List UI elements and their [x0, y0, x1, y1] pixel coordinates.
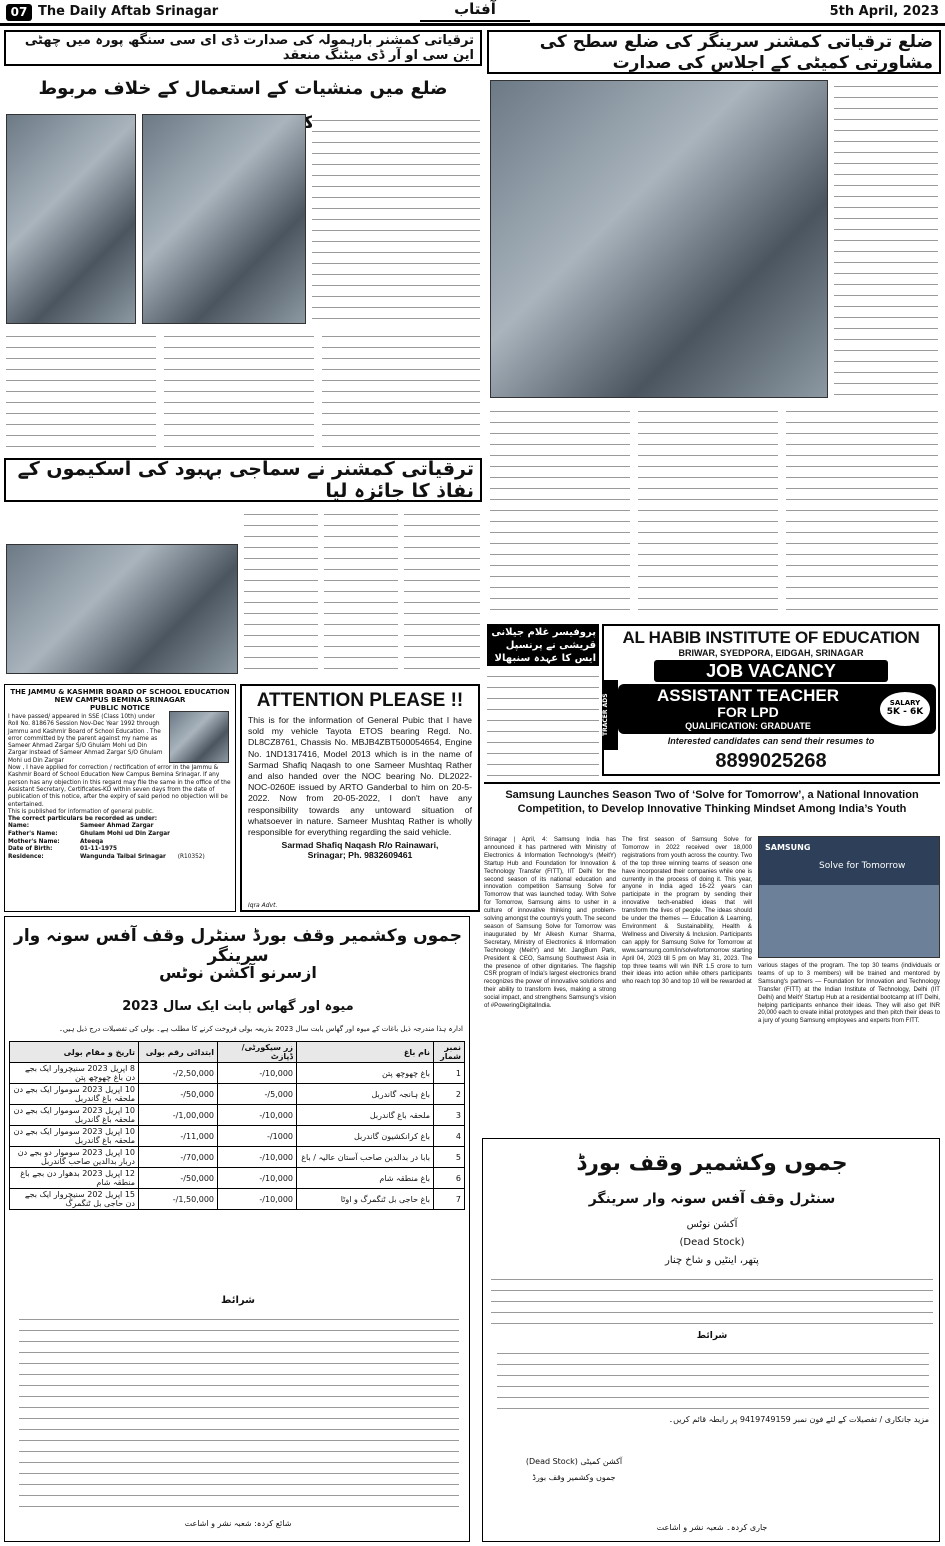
waqf2-footer-board: جموں وکشمیر وقف بورڈ [532, 1473, 616, 1482]
story-col3: various stages of the program. The top 30 teams (individuals or teams of up to 3 members) will be trained and mentored by Samsung's partners — Foundation for Innovation and Technology Transfer (FITT) at the Indian Institute of Technology, Delhi (IIT Delhi) and MeitY Startup Hub at a residential bootcamp at IIT Delhi, helping participants enhance their ideas. They will also get INR 20,000 each to create initial prototypes and then pitch their ideas to a jury of young Samsung employees and experts from FITT. [758, 962, 940, 1025]
ad-salary-label: SALARY [889, 699, 921, 707]
table-row: 2 باغ ہانجہ گاندربل 5,000/- 50,000/- 10 اپریل 2023 سوموار ایک بجے دن ملحقہ باغ گاندربل [10, 1084, 465, 1105]
story-dc-baramulla [4, 30, 482, 450]
ad-footer-note: Interested candidates can send their resumes to [667, 736, 875, 746]
notice-title-line2: NEW CAMPUS BEMINA SRINAGAR [54, 696, 186, 704]
waqf-issuer: شائع کردہ: شعبہ نشر و اشاعت [184, 1519, 292, 1528]
ad-phone: 8899025268 [715, 750, 827, 772]
attention-signature-2: Srinagar; Ph. 9832609461 [307, 850, 413, 861]
waqf2-conditions-list [497, 1347, 929, 1411]
col-header: زر سیکورٹی/ڈپازٹ [218, 1042, 297, 1063]
ad-vacancy: JOB VACANCY [654, 660, 888, 682]
story-headline: ترقیاتی کمشنر نے سماجی بہبود کی اسکیموں کے نفاذ کا جائزہ لیا [4, 458, 482, 502]
waqf2-items: پتھر، اینٹیں و شاخ چنار [665, 1255, 759, 1266]
waqf-conditions-heading: شرائط [221, 1295, 255, 1306]
story-body-col4 [322, 330, 480, 448]
story-body-col3 [404, 508, 480, 674]
ad-salary-value: 5K - 6K [886, 707, 924, 717]
attention-agency: Iqra Advt. [248, 902, 278, 909]
waqf2-notice-label: آکشن نوٹس [686, 1219, 738, 1230]
story-col1: Srinagar | April, 4: Samsung India has announced it has partnered with Ministry of Electronics & Information Technology's (MeitY) Startup Hub and Foundation for Innovation & Technology Transfer (FITT), IIT Delhi for the second season of its national education and innovation competition Samsung Solve for Tomorrow that was launched today. With Solve for Tomorrow, Samsung aims to usher in a culture of innovative thinking and problem-solving amongst the country's youth. The second season of Samsung Solve for Tomorrow was inaugurated by Mr Alkesh Kumar Sharma, Secretary, Ministry of Electronics & Information Technology (MeitY) and Mr. JangBum Park, President & CEO, Samsung Southwest Asia in the presence of other dignitaries. The flagship CSR program of India's largest electronics brand recognizes the power of innovative solutions and their ability to transform lives, making a strong social impact, and strengthens Samsung's vision of #PoweringDigitalIndia. [484, 836, 616, 1010]
notice-waqf-reauction [4, 916, 470, 1542]
story-body-col4 [786, 405, 938, 620]
particular-row: Mother's Name: Ateeqa [8, 838, 104, 845]
story-headline: ضلع میں منشیات کے استعمال کے خلاف مربوط [38, 78, 448, 99]
particulars-list [8, 823, 232, 861]
table-row: 5 بابا در بدالدین صاحب آستان عالیہ / باغ 10,000/- 70,000/- 10 اپریل 2023 سوموار دو بجے دن دربار بدالدین صاحب گاندربل [10, 1147, 465, 1168]
ad-al-habib [602, 624, 940, 776]
photo-welfare-meeting [6, 544, 238, 674]
notice-body-2: Now , I have applied for correction / rectification of error in the Jammu & Kashmir Board of School Education New Campus Bemina Srinagar. If any person has any objection in this regard may file the same in the office of the Assistant Secretary, Certificates-KD within seven days from the date of publication of this notice, after the expiry of said period no objection will be entertained. [8, 765, 231, 808]
samsung-banner-brand: SAMSUNG [765, 843, 811, 852]
table-row: 7 باغ حاجی بل ٹنگمرگ و اوٹا 10,000/- 1,50,000/- 15 اپریل 202 سنیچروار ایک بجے دن حاجی بل ٹنگمرگ [10, 1189, 465, 1210]
waqf2-title: جموں وکشمیر وقف بورڈ [576, 1151, 848, 1176]
story-body-col3 [638, 405, 778, 620]
particular-row: Name: Sameer Ahmad Zargar [8, 823, 154, 830]
ad-position-box [618, 684, 936, 734]
particular-row: Residence: Wangunda Taibal Srinagar (R10352) [8, 853, 205, 860]
waqf2-subtitle: سنٹرل وقف آفس سونہ وار سرینگر [588, 1191, 836, 1207]
notice-title-line1: THE JAMMU & KASHMIR BOARD OF SCHOOL EDUCATION [10, 688, 230, 696]
story-headline: ضلع ترقیاتی کمشنر سرینگر کی ضلع سطح کی مشاورتی کمیٹی کے اجلاس کی صدارت [487, 30, 941, 74]
ad-qualification: QUALIFICATION: GRADUATE [685, 721, 811, 731]
story-kicker: ترقیاتی کمشنر بارہمولہ کی صدارت ڈی ای سی سنگھ پورہ میں چھٹی این سی او آر ڈی میٹنگ منعقد [4, 30, 482, 66]
particular-row: Date of Birth: 01-11-1975 [8, 846, 118, 853]
waqf2-dead-stock: (Dead Stock) [679, 1237, 745, 1248]
attention-title: ATTENTION PLEASE !! [256, 690, 464, 711]
notice-jkbose [4, 684, 236, 912]
story-body-col2 [324, 508, 398, 674]
attention-body: This is for the information of General Pubic that I have sold my vehicle Tayota ETOS bearing Regd. No. DL8CZ8761, Chassis No. MBJB4ZBT500054654, Engine No. 1ND1317416, Model 2013 which is in the name of Sarmad Shafiq Naqash to one Sameer Mushtaq Rather and also handed over the NOC bearing No. DL2022-NOC-0260E issued by ARTO Ganderbal to him on 20-5-2022. Now from 20-05-2022, I don't have any responsibility towards any untoward situation of whatsoever in nature. Sameer Mushtaq Rather is wholly responsible for everything regarding the said vehicle. [248, 715, 472, 838]
ad-side-tag: TRACER ADS [602, 680, 618, 750]
applicant-photo [169, 711, 229, 763]
story-body-col1 [834, 80, 938, 398]
table-row: 4 باغ کرانکشیون گاندربل 1000/- 11,000/- 10 اپریل 2023 سوموار ایک بجے دن ملحقہ باغ گاندربل [10, 1126, 465, 1147]
waqf-table-wrap [9, 1041, 465, 1210]
ad-salary-badge [880, 692, 930, 726]
col-header: ابتدائی رقم بولی [139, 1042, 218, 1063]
story-body-col2 [6, 330, 156, 448]
story-col2: The first season of Samsung Solve for Tomorrow in 2022 received over 18,000 registrations from youth across the country. Two of the top three winning teams of season one have incorporated their companies while one is currently in the process of doing it. This year, anyone in India aged 16-22 years can participate in the program by sending their innovative tech-enabled ideas that will transform the lives of people. The ideas should be under the themes — Education & Learning, Environment & Sustainability, Health & Wellness and Diversity & Inclusion. Participants can apply for Samsung Solve for Tomorrow at www.samsung.com/in/solvefortomorrow starting April 04, 2023 till 5 pm on May 31, 2023. The top three teams will win INR 1.5 crore to turn their ideas into action while others participants who reach top 30 and top 10 will be rewarded at [622, 836, 752, 986]
col-header: تاریخ و مقام بولی [10, 1042, 139, 1063]
waqf2-footer-issuer: جاری کردہ۔ شعبہ نشر و اشاعت [656, 1523, 768, 1532]
waqf-subtitle: ازسرنو آکشن نوٹس [159, 963, 317, 982]
photo-meeting-hall [142, 114, 306, 324]
waqf2-intro [491, 1273, 933, 1325]
story-social-welfare [4, 458, 482, 678]
waqf2-conditions-heading: شرائط [696, 1331, 728, 1341]
notice-waqf-dead-stock [482, 1138, 940, 1542]
notice-title-line3: PUBLIC NOTICE [90, 704, 150, 712]
photo-chairperson [6, 114, 136, 324]
paper-logo: آفتاب [420, 0, 530, 22]
paper-name: The Daily Aftab Srinagar [38, 4, 219, 19]
story-samsung [484, 782, 940, 1132]
story-body-col1 [244, 508, 318, 674]
story-professor [487, 624, 599, 776]
page-number: 07 [6, 4, 32, 21]
story-headline: پروفیسر غلام جیلانی قریشی نے پرنسپل ایس کا عہدہ سنبھالا [487, 624, 599, 666]
table-row: 6 باغ منطقہ شام 10,000/- 50,000/- 12 اپریل 2023 بدھوار دن بجے باغ منطقہ شام [10, 1168, 465, 1189]
waqf-intro: ادارہ ہذا مندرجہ ذیل باغات کے میوہ اور گھاس بابت سال 2023 بذریعہ بولی فروخت کرنے کا مطلب ہے۔ بولی کی تفصیلات درج ذیل ہیں۔ [58, 1025, 463, 1033]
col-header: نام باغ [297, 1042, 434, 1063]
ad-title: AL HABIB INSTITUTE OF EDUCATION [622, 628, 920, 647]
masthead [0, 0, 945, 26]
col-header: نمبر شمار [434, 1042, 465, 1063]
particulars-heading: The correct particulars be recorded as under: [8, 816, 158, 823]
story-body [487, 670, 599, 776]
story-dc-srinagar [487, 30, 941, 620]
notice-body-3: This is published for information of general public. [8, 808, 154, 815]
story-headline: Samsung Launches Season Two of ‘Solve for Tomorrow’, a National Innovation Competition, to Develop Innovative Thinking Mindset Among India’s Youth [505, 789, 919, 815]
waqf-title: جموں وکشمیر وقف بورڈ سنٹرل وقف آفس سونہ وار سرینگر [14, 926, 462, 966]
samsung-banner-text: Solve for Tomorrow [819, 861, 906, 871]
waqf-conditions-list [19, 1313, 459, 1513]
photo-meeting-main [490, 80, 828, 398]
issue-date: 5th April, 2023 [829, 4, 939, 19]
story-body-col1 [312, 114, 480, 324]
ad-address: BRIWAR, SYEDPORA, EIDGAH, SRINAGAR [678, 648, 864, 658]
table-row: 1 باغ چھوچھ پتن 10,000/- 2,50,000/- 8 اپریل 2023 سنیچروار ایک بجے دن باغ چھوچھ پتن [10, 1063, 465, 1084]
ad-position-line1: ASSISTANT TEACHER [657, 686, 839, 705]
story-body-col3 [164, 330, 314, 448]
ad-position-line2: FOR LPD [717, 704, 779, 720]
waqf2-footer-dead-stock: (Dead Stock) آکشن کمیٹی [525, 1457, 623, 1466]
particular-row: Father's Name: Ghulam Mohi ud Din Zargar [8, 831, 170, 838]
waqf-auction-table [9, 1041, 465, 1210]
table-row: 3 ملحقہ باغ گاندربل 10,000/- 1,00,000/- 10 اپریل 2023 سوموار ایک بجے دن ملحقہ باغ گاندربل [10, 1105, 465, 1126]
story-body-col2 [490, 405, 630, 620]
table-header-row [10, 1042, 465, 1063]
notice-attention [240, 684, 480, 912]
waqf-period: میوہ اور گھاس بابت ایک سال 2023 [122, 999, 354, 1014]
samsung-photo [758, 836, 940, 958]
waqf2-phone-line: مزید جانکاری / تفصیلات کے لئے فون نمبر 9419749159 پر رابطہ قائم کریں۔ [668, 1415, 929, 1424]
attention-signature: Sarmad Shafiq Naqash R/o Rainawari, [281, 840, 439, 851]
notice-body: I have passed/ appeared in SSE (Class 10th) under Roll No. 818676 Session Nov-Dec Year 1992 through Jammu and Kashmir Board of School Education . The error committed by the parent against my name as Sameer Ahmad Zargar S/O Ghulam Mohi ud Din Zargar instead of Sameer Ahmad Zargar S/O Ghulam Mohi ud Din Zargar [8, 714, 163, 764]
